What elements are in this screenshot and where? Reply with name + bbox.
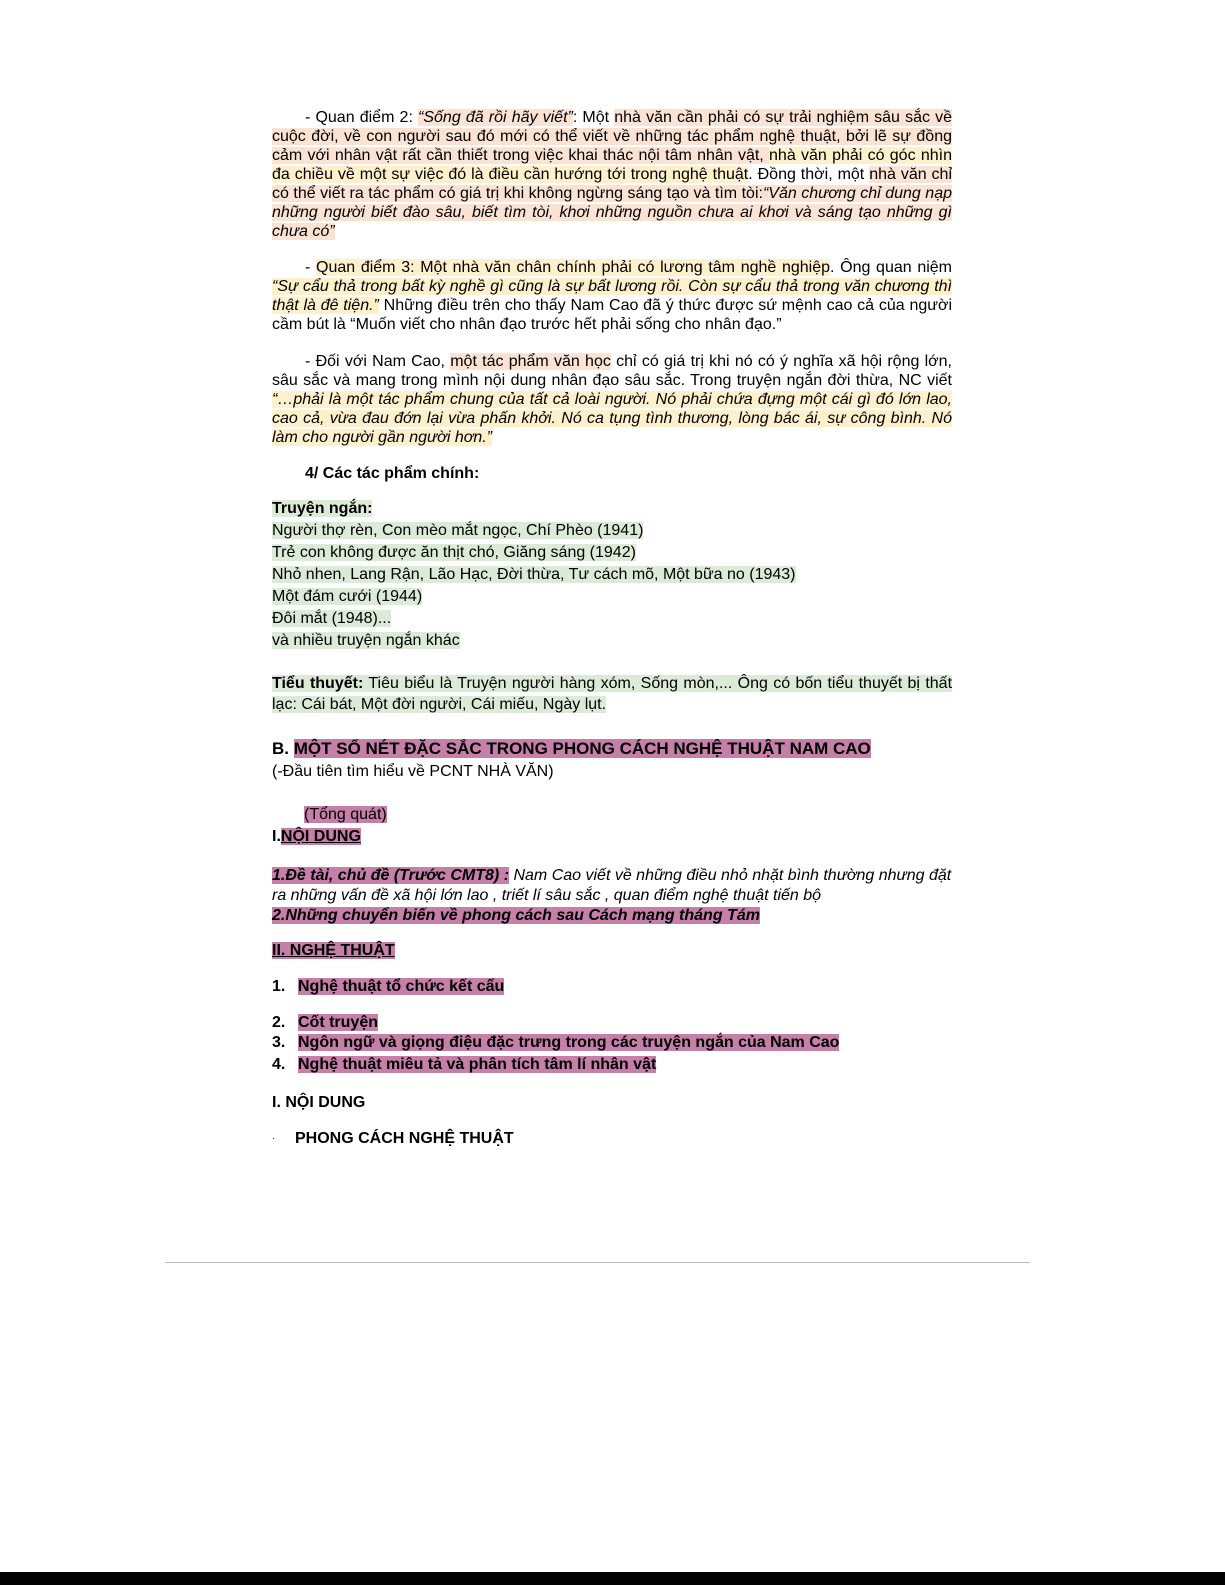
list-item bbox=[272, 630, 460, 651]
text-run: - Quan điểm 2: bbox=[305, 109, 419, 126]
content-heading bbox=[272, 826, 361, 847]
section-prefix: B. bbox=[272, 739, 294, 758]
italic-quote: “Văn chương chỉ dung nạp những người biết đào sâu, biết tìm tòi, khơi những nguồn chưa ai khơi và sáng tạo những gì chưa có” bbox=[272, 185, 952, 240]
orange-highlight: nhà văn cần phải có sự trải nghiệm sâu sắc về cuộc đời, về con người sau đó mới có thể viết về những tác phẩm nghệ thuật, bởi lẽ sự đồng cảm với nhân vật rất cần thiết trong việc khai thác nội tâm nhân vật, bbox=[272, 109, 953, 164]
list-number: 4. bbox=[272, 1056, 286, 1073]
list-item bbox=[272, 1054, 656, 1075]
art-item-text: Cốt truyện bbox=[298, 1014, 378, 1031]
style-heading: PHONG CÁCH NGHỆ THUẬT bbox=[295, 1130, 514, 1147]
text-run: chỉ có giá trị khi nó có ý nghĩa xã hội rộng lớn, sâu sắc và mang trong mình nội dung nhân đạo sâu sắc. Trong truyện ngắn đời thừa, NC viết bbox=[272, 353, 953, 389]
story-line: Một đám cưới (1944) bbox=[272, 588, 423, 605]
style-change-line: 2.Những chuyển biến về phong cách sau Cách mạng tháng Tám bbox=[272, 907, 760, 924]
orange-highlight: nhà văn chỉ có thể viết ra tác phẩm có giá trị khi không ngừng sáng tạo và tìm tòi: bbox=[272, 166, 953, 202]
text-run: . Đồng thời, một bbox=[748, 166, 870, 183]
quote-highlight: “Sống đã rồi hãy viết” bbox=[418, 109, 573, 126]
section-b-heading bbox=[272, 738, 871, 759]
text-run: - Đối với Nam Cao, bbox=[305, 353, 451, 370]
list-item bbox=[272, 976, 504, 997]
text-run: - bbox=[305, 259, 317, 276]
orange-highlight: một tác phẩm văn học bbox=[450, 353, 611, 370]
paragraph-viewpoint-3 bbox=[272, 258, 952, 334]
novels-text: Tiêu biểu là Truyện người hàng xóm, Sống mòn,... Ông có bốn tiểu thuyết bị thất lạc: Cái bát, Một đời người, Cái miếu, Ngày lụt. bbox=[272, 675, 953, 713]
list-number: 1. bbox=[272, 978, 286, 995]
short-stories-heading bbox=[272, 498, 372, 519]
list-item bbox=[272, 564, 796, 585]
novels-paragraph bbox=[272, 673, 952, 715]
bullet-mark: · bbox=[272, 1133, 276, 1144]
heading-prefix: I. bbox=[272, 828, 281, 845]
list-number: 2. bbox=[272, 1014, 286, 1031]
art-item-text: Nghệ thuật miêu tả và phân tích tâm lí nhân vật bbox=[298, 1056, 657, 1073]
content-heading-2: I. NỘI DUNG bbox=[272, 1094, 366, 1111]
topic-label: 1.Đề tài, chủ đề (Trước CMT8) : bbox=[272, 867, 510, 884]
topic-text: Nam Cao viết về những điều nhỏ nhặt bình thường nhưng đặt ra những vấn đề xã hội lớn lao , triết lí sâu sắc , quan điểm nghệ thuật tiến bộ bbox=[272, 867, 952, 904]
paragraph-nam-cao-view bbox=[272, 352, 952, 447]
story-line: Người thợ rèn, Con mèo mắt ngọc, Chí Phèo (1941) bbox=[272, 522, 644, 539]
italic-quote: “…phải là một tác phẩm chung của tất cả loài người. Nó phải chứa đựng một cái gì đó lớn lao, cao cả, vừa đau đớn lại vừa phấn khởi. Nó ca tụng tình thương, lòng bác ái, sự công bình. Nó làm cho người gần người hơn.” bbox=[272, 391, 952, 446]
novels-label: Tiểu thuyết: bbox=[272, 675, 364, 692]
text-run: . Ông quan niệm bbox=[830, 259, 953, 276]
italic-quote: “Sự cẩu thả trong bất kỳ nghề gì cũng là sự bất lương rồi. Còn sự cẩu thả trong văn chương thì thật là đê tiện.” bbox=[272, 278, 952, 314]
story-line: Trẻ con không được ăn thịt chó, Giăng sáng (1942) bbox=[272, 544, 636, 561]
list-item bbox=[272, 542, 636, 563]
art-heading-text: II. NGHỆ THUẬT bbox=[272, 942, 395, 959]
section-b-note: (-Đầu tiên tìm hiểu về PCNT NHÀ VĂN) bbox=[272, 763, 554, 780]
story-line: Nhỏ nhen, Lang Rận, Lão Hạc, Đời thừa, Tư cách mõ, Một bữa no (1943) bbox=[272, 566, 796, 583]
art-item-text: Nghệ thuật tổ chức kết cấu bbox=[298, 978, 505, 995]
list-item bbox=[272, 520, 643, 541]
yellow-highlight: nhà văn phải có góc nhìn đa chiều về một sự việc đó là điều cần hướng tới trong nghệ thuật bbox=[272, 147, 952, 183]
art-heading bbox=[272, 940, 395, 961]
story-line: và nhiều truyện ngắn khác bbox=[272, 632, 460, 649]
short-stories-label: Truyện ngắn: bbox=[272, 500, 373, 517]
text-run: Những điều trên cho thấy Nam Cao đã ý thức được sứ mệnh cao cả của người cầm bút là “Muốn viết cho nhân đạo trước hết phải sống cho nhân đạo.” bbox=[272, 297, 953, 333]
overview-text: (Tổng quát) bbox=[304, 806, 387, 823]
list-item bbox=[272, 586, 422, 607]
list-item bbox=[272, 608, 391, 629]
list-item bbox=[272, 1032, 839, 1053]
section-title: MỘT SỐ NÉT ĐẶC SẮC TRONG PHONG CÁCH NGHỆ THUẬT NAM CAO bbox=[293, 739, 871, 758]
list-item bbox=[272, 1012, 378, 1033]
works-heading: 4/ Các tác phẩm chính: bbox=[305, 465, 480, 482]
yellow-highlight: Quan điểm 3: Một nhà văn chân chính phải có lương tâm nghề nghiệp bbox=[316, 259, 831, 276]
story-line: Đôi mắt (1948)... bbox=[272, 610, 392, 627]
bottom-bar bbox=[0, 1572, 1225, 1585]
paragraph-viewpoint-2 bbox=[272, 108, 952, 241]
text-run: : Một bbox=[572, 109, 615, 126]
list-number: 3. bbox=[272, 1034, 286, 1051]
page-divider bbox=[165, 1262, 1030, 1263]
overview-label bbox=[304, 804, 387, 825]
heading-title: NỘI DUNG bbox=[280, 828, 361, 845]
topic-paragraph bbox=[272, 866, 962, 926]
art-item-text: Ngôn ngữ và giọng điệu đặc trưng trong các truyện ngắn của Nam Cao bbox=[298, 1034, 840, 1051]
